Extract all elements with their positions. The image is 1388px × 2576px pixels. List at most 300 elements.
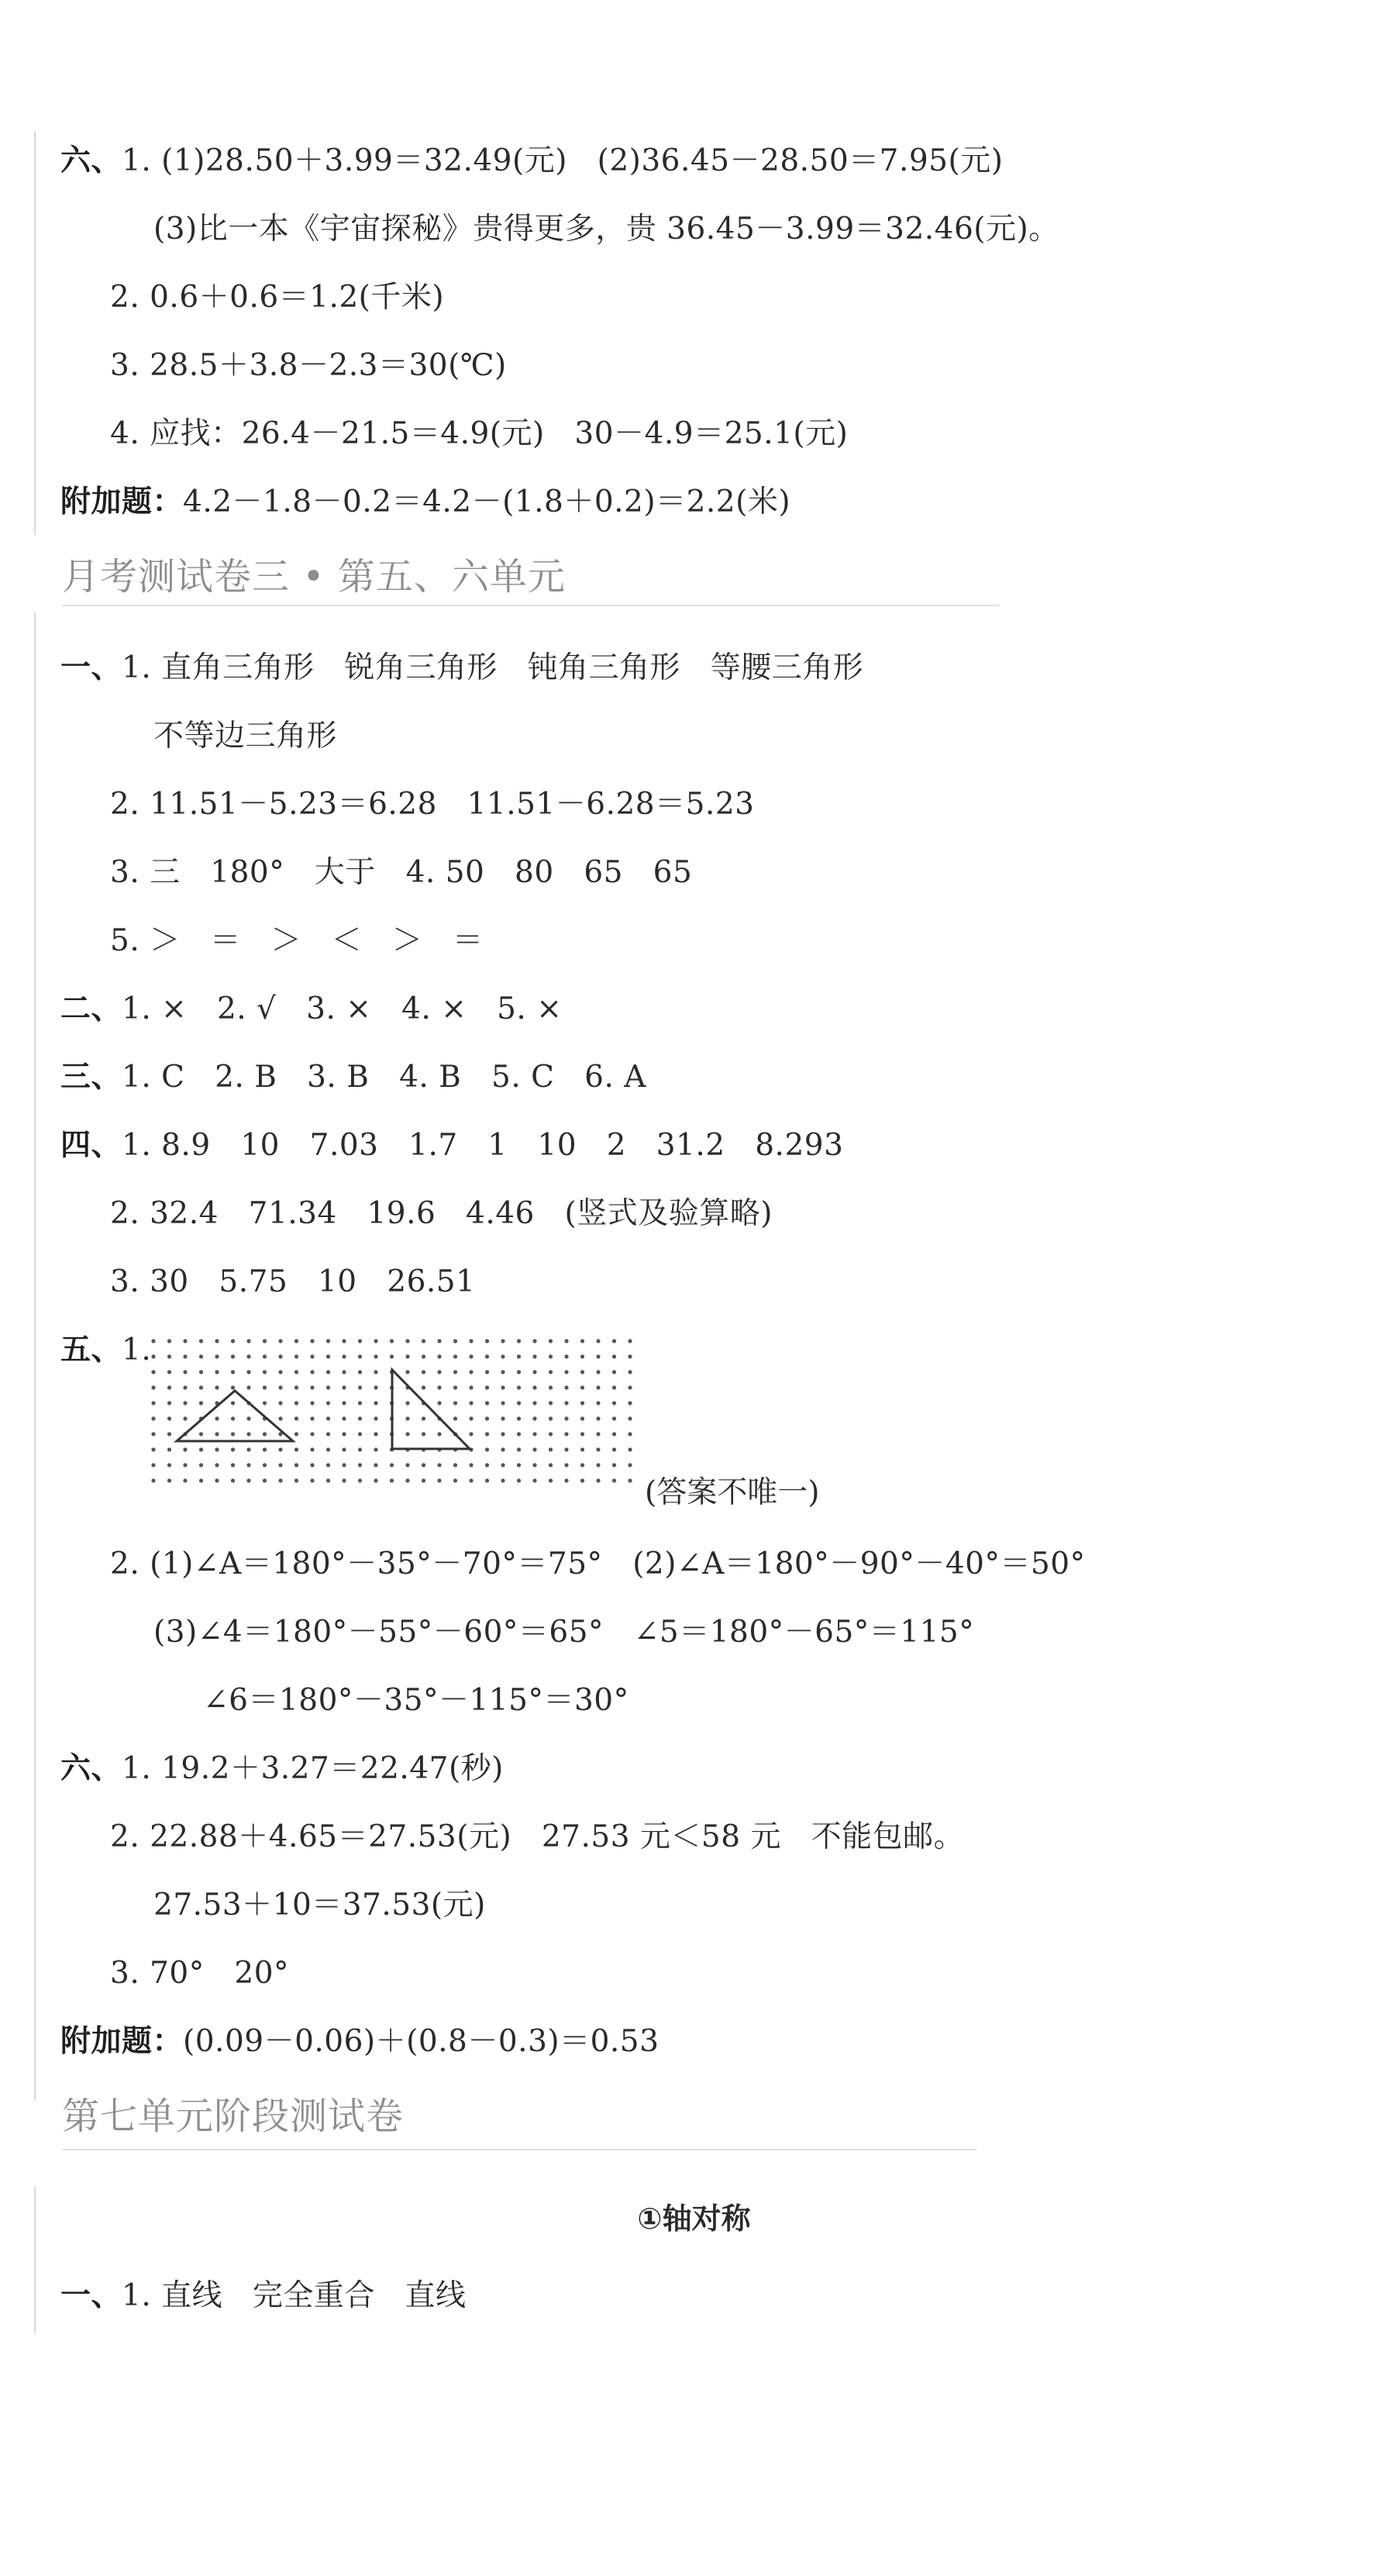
grid-dot — [326, 1401, 330, 1405]
grid-dot — [485, 1385, 489, 1389]
grid-dot — [549, 1478, 553, 1482]
grid-dot — [596, 1370, 600, 1374]
grid-dot — [294, 1432, 298, 1436]
grid-dot — [310, 1478, 314, 1482]
answer-line: 2. 22.88＋4.65＝27.53(元) 27.53 元＜58 元 不能包邮。 — [110, 1819, 965, 1854]
grid-dot — [310, 1463, 314, 1467]
grid-dot — [358, 1478, 362, 1482]
grid-dot — [580, 1478, 584, 1482]
grid-dot — [246, 1354, 250, 1358]
grid-dot — [564, 1432, 568, 1436]
grid-dot — [437, 1385, 441, 1389]
grid-dot — [580, 1463, 584, 1467]
grid-dot — [199, 1478, 203, 1482]
grid-dot — [405, 1463, 409, 1467]
grid-dot — [263, 1478, 267, 1482]
grid-dot — [453, 1463, 457, 1467]
grid-dot — [167, 1478, 171, 1482]
grid-dot — [183, 1354, 187, 1358]
grid-dot — [310, 1354, 314, 1358]
grid-dot — [294, 1339, 298, 1343]
grid-dot — [469, 1354, 473, 1358]
section-underline — [62, 605, 1000, 606]
section-title: 月考测试卷三 • 第五、六单元 — [62, 555, 566, 598]
grid-dot — [374, 1401, 377, 1405]
grid-dot — [517, 1401, 521, 1405]
grid-dot — [278, 1339, 282, 1343]
grid-dot — [532, 1463, 536, 1467]
grid-dot — [215, 1432, 219, 1436]
answer-line: 六、1. (1)28.50＋3.99＝32.49(元) (2)36.45－28.50＝7.95(元) — [60, 143, 1004, 178]
grid-dot — [485, 1447, 489, 1451]
grid-dot — [263, 1401, 267, 1405]
grid-dot — [326, 1478, 330, 1482]
grid-dot — [215, 1354, 219, 1358]
grid-dot — [549, 1416, 553, 1420]
grid-dot — [612, 1370, 616, 1374]
answer-line: 2. 32.4 71.34 19.6 4.46 (竖式及验算略) — [110, 1196, 773, 1231]
grid-dot — [374, 1339, 377, 1343]
answer-line: 六、1. 19.2＋3.27＝22.47(秒) — [60, 1751, 504, 1786]
grid-dot — [246, 1432, 250, 1436]
grid-dot — [422, 1339, 425, 1343]
grid-dot — [390, 1354, 394, 1358]
grid-dot — [501, 1447, 505, 1451]
grid-dot — [612, 1385, 616, 1389]
grid-dot — [628, 1432, 632, 1436]
grid-dot — [167, 1447, 171, 1451]
grid-dot — [405, 1401, 409, 1405]
grid-dot — [405, 1478, 409, 1482]
grid-dot — [517, 1385, 521, 1389]
grid-dot — [580, 1385, 584, 1389]
grid-dot — [596, 1354, 600, 1358]
grid-dot — [199, 1447, 203, 1451]
grid-dot — [278, 1447, 282, 1451]
grid-dot — [453, 1478, 457, 1482]
grid-dot — [596, 1432, 600, 1436]
grid-dot — [612, 1447, 616, 1451]
grid-dot — [437, 1370, 441, 1374]
grid-dot — [453, 1339, 457, 1343]
grid-dot — [294, 1416, 298, 1420]
grid-dot — [612, 1478, 616, 1482]
grid-dot — [215, 1370, 219, 1374]
answer-line: 2. 0.6＋0.6＝1.2(千米) — [110, 280, 445, 315]
grid-dot — [596, 1416, 600, 1420]
answer-line: 2. 11.51－5.23＝6.28 11.51－6.28＝5.23 — [110, 787, 755, 822]
grid-dot — [628, 1339, 632, 1343]
grid-dot — [310, 1370, 314, 1374]
grid-dot — [326, 1339, 330, 1343]
grid-dot — [422, 1354, 425, 1358]
grid-dot — [564, 1354, 568, 1358]
grid-dot — [469, 1339, 473, 1343]
subheading: ①轴对称 — [637, 2202, 751, 2236]
grid-dot — [246, 1416, 250, 1420]
grid-dot — [215, 1478, 219, 1482]
grid-dot — [517, 1432, 521, 1436]
grid-dot — [390, 1339, 394, 1343]
answer-line: 不等边三角形 — [153, 719, 338, 753]
grid-dot — [596, 1401, 600, 1405]
grid-dot — [517, 1447, 521, 1451]
grid-dot — [564, 1370, 568, 1374]
grid-dot — [564, 1478, 568, 1482]
grid-dot — [167, 1401, 171, 1405]
grid-dot — [199, 1463, 203, 1467]
grid-dot — [278, 1370, 282, 1374]
grid-dot — [167, 1354, 171, 1358]
grid-dot — [374, 1416, 377, 1420]
grid-dot — [453, 1416, 457, 1420]
grid-dot — [612, 1416, 616, 1420]
grid-dot — [612, 1339, 616, 1343]
grid-dot — [231, 1447, 235, 1451]
grid-dot — [183, 1463, 187, 1467]
grid-dot — [532, 1401, 536, 1405]
grid-dot — [278, 1416, 282, 1420]
answer-line: 4. 应找：26.4－21.5＝4.9(元) 30－4.9＝25.1(元) — [110, 416, 849, 451]
grid-dot — [326, 1447, 330, 1451]
grid-dot — [246, 1447, 250, 1451]
grid-dot — [199, 1401, 203, 1405]
grid-dot — [549, 1339, 553, 1343]
grid-dot — [151, 1385, 155, 1389]
grid-dot — [469, 1385, 473, 1389]
grid-dot — [231, 1416, 235, 1420]
grid-dot — [294, 1401, 298, 1405]
grid-dot — [215, 1463, 219, 1467]
grid-dot — [183, 1339, 187, 1343]
grid-dot — [374, 1478, 377, 1482]
grid-dot — [167, 1385, 171, 1389]
grid-dot — [485, 1354, 489, 1358]
grid-dot — [580, 1339, 584, 1343]
grid-dot — [628, 1447, 632, 1451]
grid-dot — [374, 1354, 377, 1358]
grid-dot — [549, 1432, 553, 1436]
grid-dot — [453, 1385, 457, 1389]
answer-line: (3)比一本《宇宙探秘》贵得更多，贵 36.45－3.99＝32.46(元)。 — [153, 212, 1059, 247]
grid-dot — [580, 1416, 584, 1420]
grid-dot — [564, 1401, 568, 1405]
margin-rule — [34, 612, 36, 2101]
grid-dot — [596, 1385, 600, 1389]
grid-dot — [532, 1354, 536, 1358]
grid-dot — [278, 1463, 282, 1467]
grid-dot — [263, 1339, 267, 1343]
grid-dot — [151, 1447, 155, 1451]
grid-dot — [358, 1401, 362, 1405]
grid-dot — [485, 1339, 489, 1343]
grid-dot — [278, 1354, 282, 1358]
grid-dot — [596, 1478, 600, 1482]
grid-dot — [151, 1463, 155, 1467]
grid-dot — [390, 1463, 394, 1467]
grid-dot — [167, 1370, 171, 1374]
grid-dot — [326, 1370, 330, 1374]
grid-dot — [151, 1432, 155, 1436]
answer-line: 三、1. C 2. B 3. B 4. B 5. C 6. A — [60, 1060, 646, 1095]
grid-dot — [437, 1463, 441, 1467]
grid-dot — [580, 1432, 584, 1436]
grid-dot — [263, 1463, 267, 1467]
grid-dot — [501, 1416, 505, 1420]
grid-dot — [167, 1416, 171, 1420]
grid-dot — [612, 1401, 616, 1405]
grid-dot — [422, 1385, 425, 1389]
grid-dot — [580, 1401, 584, 1405]
isosceles-triangle — [177, 1391, 293, 1441]
answer-line: 27.53＋10＝37.53(元) — [153, 1888, 486, 1923]
grid-dot — [342, 1401, 346, 1405]
grid-dot — [564, 1339, 568, 1343]
grid-dot — [437, 1401, 441, 1405]
grid-dot — [501, 1354, 505, 1358]
grid-dot — [263, 1370, 267, 1374]
grid-dot — [151, 1354, 155, 1358]
answer-line: 3. 28.5＋3.8－2.3＝30(℃) — [110, 348, 507, 383]
grid-dot — [405, 1370, 409, 1374]
grid-dot — [469, 1416, 473, 1420]
grid-dot — [517, 1339, 521, 1343]
grid-dot — [437, 1478, 441, 1482]
grid-dot — [374, 1447, 377, 1451]
bonus-line: 附加题：4.2－1.8－0.2＝4.2－(1.8＋0.2)＝2.2(米) — [60, 485, 791, 519]
grid-dot — [199, 1370, 203, 1374]
grid-dot — [628, 1416, 632, 1420]
grid-dot — [358, 1354, 362, 1358]
grid-dot — [294, 1463, 298, 1467]
grid-dot — [342, 1370, 346, 1374]
grid-dot — [517, 1370, 521, 1374]
grid-dot — [469, 1370, 473, 1374]
grid-dot — [294, 1478, 298, 1482]
grid-dot — [564, 1385, 568, 1389]
grid-dot — [469, 1432, 473, 1436]
grid-dot — [422, 1478, 425, 1482]
grid-dot — [183, 1447, 187, 1451]
grid-dot — [628, 1385, 632, 1389]
grid-dot — [358, 1339, 362, 1343]
grid-dot — [374, 1432, 377, 1436]
grid-dot — [485, 1401, 489, 1405]
grid-dot — [215, 1416, 219, 1420]
grid-dot — [358, 1463, 362, 1467]
answer-line: 2. (1)∠A＝180°－35°－70°＝75° (2)∠A＝180°－90°－40°＝50° — [110, 1547, 1086, 1581]
grid-dot — [294, 1385, 298, 1389]
grid-dot — [549, 1354, 553, 1358]
grid-dot — [167, 1339, 171, 1343]
grid-dot — [246, 1370, 250, 1374]
answer-line: ∠6＝180°－35°－115°＝30° — [203, 1683, 629, 1718]
grid-dot — [326, 1432, 330, 1436]
section-underline — [62, 2149, 976, 2150]
grid-dot — [501, 1463, 505, 1467]
right-triangle — [392, 1370, 470, 1449]
grid-dot — [405, 1416, 409, 1420]
grid-dot — [326, 1354, 330, 1358]
grid-dot — [246, 1339, 250, 1343]
grid-dot — [517, 1463, 521, 1467]
grid-dot — [263, 1432, 267, 1436]
grid-dot — [246, 1478, 250, 1482]
grid-dot — [549, 1370, 553, 1374]
grid-dot — [310, 1447, 314, 1451]
grid-dot — [549, 1385, 553, 1389]
grid-dot — [453, 1401, 457, 1405]
grid-dot — [517, 1478, 521, 1482]
grid-dot — [310, 1432, 314, 1436]
grid-dot — [358, 1370, 362, 1374]
grid-dot — [263, 1447, 267, 1451]
grid-dot — [422, 1370, 425, 1374]
grid-dot — [628, 1354, 632, 1358]
grid-dot — [342, 1447, 346, 1451]
grid-dot — [517, 1354, 521, 1358]
grid-dot — [532, 1385, 536, 1389]
grid-dot — [231, 1339, 235, 1343]
grid-dot — [422, 1463, 425, 1467]
grid-dot — [628, 1370, 632, 1374]
grid-dot — [532, 1447, 536, 1451]
grid-dot — [501, 1339, 505, 1343]
grid-dot — [405, 1354, 409, 1358]
grid-dot — [231, 1385, 235, 1389]
grid-dot — [342, 1478, 346, 1482]
grid-dot — [549, 1401, 553, 1405]
grid-dot — [342, 1385, 346, 1389]
grid-dot — [278, 1478, 282, 1482]
grid-dot — [612, 1463, 616, 1467]
grid-dot — [326, 1416, 330, 1420]
grid-dot — [151, 1339, 155, 1343]
grid-dot — [278, 1385, 282, 1389]
grid-dot — [469, 1463, 473, 1467]
grid-dot — [151, 1370, 155, 1374]
figure-note: (答案不唯一) — [645, 1475, 820, 1510]
grid-dot — [358, 1447, 362, 1451]
grid-dot — [294, 1354, 298, 1358]
answer-line: 二、1. × 2. √ 3. × 4. × 5. × — [60, 991, 563, 1026]
grid-dot — [183, 1385, 187, 1389]
grid-dot — [278, 1401, 282, 1405]
answer-line: 3. 70° 20° — [110, 1956, 290, 1991]
grid-dot — [151, 1416, 155, 1420]
grid-dot — [549, 1447, 553, 1451]
grid-dot — [628, 1463, 632, 1467]
grid-dot — [485, 1416, 489, 1420]
section-title: 第七单元阶段测试卷 — [62, 2095, 405, 2138]
grid-dot — [469, 1478, 473, 1482]
grid-dot — [580, 1370, 584, 1374]
grid-dot — [580, 1354, 584, 1358]
grid-dot — [167, 1463, 171, 1467]
grid-dot — [151, 1478, 155, 1482]
grid-dot — [453, 1370, 457, 1374]
answer-line: 3. 三 180° 大于 4. 50 80 65 65 — [110, 855, 693, 890]
dot-grid-figure — [146, 1335, 649, 1498]
grid-dot — [405, 1339, 409, 1343]
grid-dot — [294, 1370, 298, 1374]
grid-dot — [501, 1370, 505, 1374]
grid-dot — [231, 1370, 235, 1374]
grid-dot — [199, 1354, 203, 1358]
grid-dot — [183, 1370, 187, 1374]
grid-dot — [580, 1447, 584, 1451]
grid-dot — [263, 1385, 267, 1389]
grid-dot — [532, 1478, 536, 1482]
grid-dot — [517, 1416, 521, 1420]
grid-dot — [310, 1385, 314, 1389]
grid-dot — [310, 1339, 314, 1343]
grid-dot — [151, 1401, 155, 1405]
grid-dot — [358, 1416, 362, 1420]
grid-dot — [628, 1478, 632, 1482]
grid-dot — [358, 1432, 362, 1436]
grid-dot — [501, 1478, 505, 1482]
grid-dot — [501, 1401, 505, 1405]
grid-dot — [342, 1463, 346, 1467]
grid-dot — [246, 1463, 250, 1467]
grid-dot — [612, 1432, 616, 1436]
grid-dot — [358, 1385, 362, 1389]
grid-dot — [326, 1463, 330, 1467]
grid-dot — [342, 1432, 346, 1436]
grid-dot — [215, 1385, 219, 1389]
grid-dot — [374, 1385, 377, 1389]
grid-dot — [231, 1401, 235, 1405]
grid-dot — [342, 1354, 346, 1358]
grid-dot — [628, 1401, 632, 1405]
grid-dot — [564, 1416, 568, 1420]
answer-line: 3. 30 5.75 10 26.51 — [110, 1264, 476, 1299]
grid-dot — [532, 1370, 536, 1374]
grid-dot — [485, 1432, 489, 1436]
answer-line: 四、1. 8.9 10 7.03 1.7 1 10 2 31.2 8.293 — [60, 1128, 844, 1163]
grid-dot — [532, 1339, 536, 1343]
grid-dot — [422, 1432, 425, 1436]
grid-dot — [501, 1385, 505, 1389]
grid-dot — [342, 1416, 346, 1420]
grid-dot — [326, 1385, 330, 1389]
grid-dot — [374, 1370, 377, 1374]
grid-dot — [422, 1416, 425, 1420]
grid-dot — [183, 1401, 187, 1405]
grid-dot — [231, 1354, 235, 1358]
grid-dot — [167, 1432, 171, 1436]
grid-dot — [453, 1354, 457, 1358]
grid-dot — [310, 1416, 314, 1420]
grid-dot — [215, 1339, 219, 1343]
grid-dot — [612, 1354, 616, 1358]
grid-dot — [437, 1432, 441, 1436]
grid-dot — [596, 1463, 600, 1467]
grid-dot — [199, 1432, 203, 1436]
grid-dot — [310, 1401, 314, 1405]
grid-dot — [469, 1401, 473, 1405]
grid-dot — [532, 1416, 536, 1420]
answer-line: 一、1. 直角三角形 锐角三角形 钝角三角形 等腰三角形 — [60, 650, 864, 685]
grid-dot — [596, 1447, 600, 1451]
grid-dot — [532, 1432, 536, 1436]
grid-dot — [374, 1463, 377, 1467]
grid-dot — [564, 1463, 568, 1467]
grid-dot — [564, 1447, 568, 1451]
answer-line: 5. ＞ ＝ ＞ ＜ ＞ ＝ — [110, 923, 484, 958]
answer-line: 一、1. 直线 完全重合 直线 — [60, 2278, 467, 2313]
